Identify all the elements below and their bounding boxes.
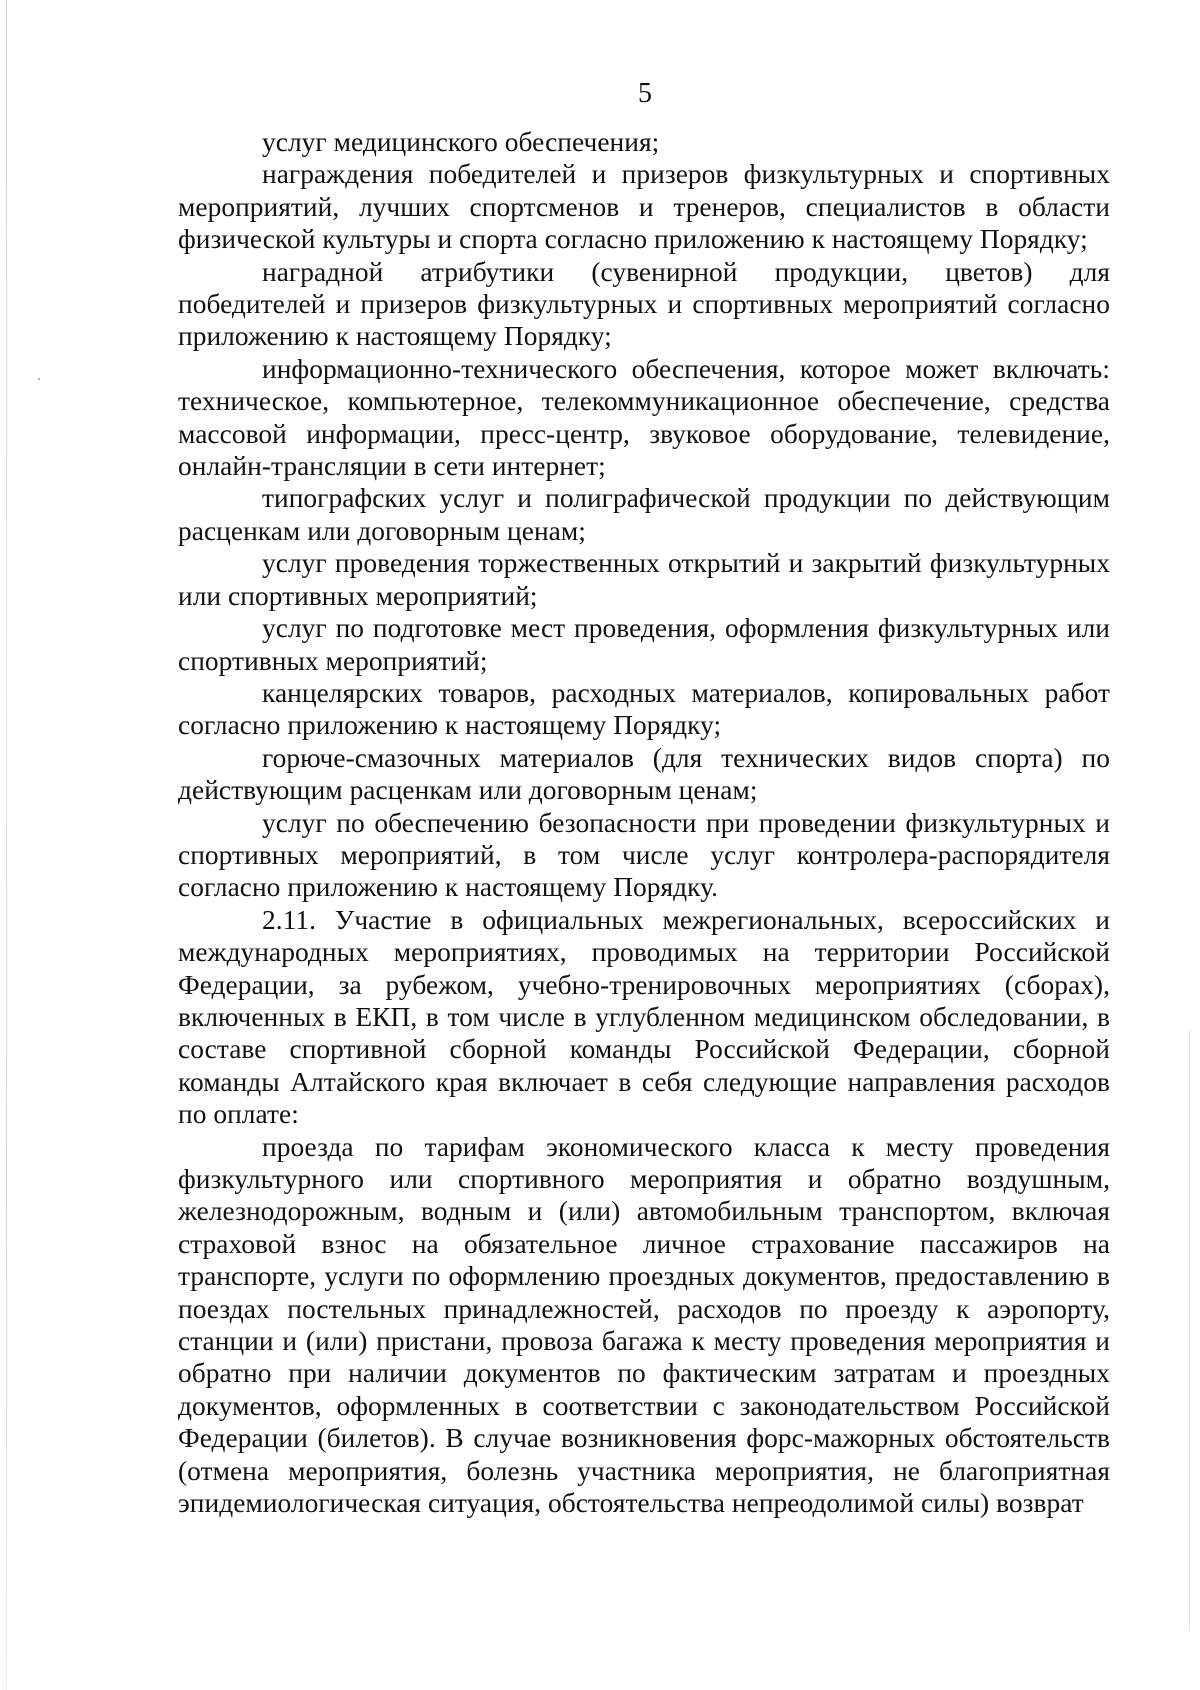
paragraph: услуг медицинского обеспечения; [262,127,660,157]
paragraph: наградной атрибутики (сувенирной продукции, цветов) для победителей и призеров физкультурных и спортивных мероприятий согласно приложению к настоящему Порядку; [178,256,1110,352]
scan-speck [38,378,40,380]
paragraph: награждения победителей и призеров физкультурных и спортивных мероприятий, лучших спортсменов и тренеров, специалистов в области физической культуры и спорта согласно приложению к настоящему Порядку; [178,159,1110,255]
scan-edge-right [1189,1030,1190,1630]
paragraph: 2.11. Участие в официальных межрегиональных, всероссийских и международных мероприятиях, проводимых на территории Российской Федерации, за рубежом, учебно-тренировочных мероприятиях (сборах), включенных в ЕКП, в том числе в углубленном медицинском обследовании, в составе спортивной сборной команды Российской Федерации, сборной команды Алтайского края включает в себя следующие направления расходов по оплате: [178,904,1110,1130]
page-number: 5 [638,78,652,109]
scan-edge-left [6,0,7,1690]
paragraph: услуг по подготовке мест проведения, оформления физкультурных или спортивных мероприятий; [178,613,1110,676]
paragraph: горюче-смазочных материалов (для технических видов спорта) по действующим расценкам или договорным ценам; [178,742,1110,806]
paragraph: информационно-технического обеспечения, которое может включать: техническое, компьютерное, телекоммуникационное обеспечение, средства массовой информации, пресс-центр, звуковое оборудование, телевидение, онлайн-трансляции в сети интернет; [178,353,1110,482]
paragraph: услуг по обеспечению безопасности при проведении физкультурных и спортивных мероприятий, в том числе услуг контролера-распорядителя согласно приложению к настоящему Порядку. [178,807,1110,903]
paragraph: услуг проведения торжественных открытий и закрытий физкультурных или спортивных мероприятий; [178,548,1110,611]
body-text [178,126,1110,1519]
paragraph: проезда по тарифам экономического класса к месту проведения физкультурного или спортивного мероприятия и обратно воздушным, железнодорожным, водным и (или) автомобильным транспортом, включая страховой взнос на обязательное личное страхование пассажиров на транспорте, услуги по оформлению проездных документов, предоставлению в поездах постельных принадлежностей, расходов по проезду к аэропорту, станции и (или) пристани, провоза багажа к месту проведения мероприятия и обратно при наличии документов по фактическим затратам и проездных документов, оформленных в соответствии с законодательством Российской Федерации (билетов). В случае возникновения форс-мажорных обстоятельств (отмена мероприятия, болезнь участника мероприятия, не благоприятная эпидемиологическая ситуация, обстоятельства непреодолимой силы) возврат [178,1131,1110,1519]
paragraph: типографских услуг и полиграфической продукции по действующим расценкам или договорным ценам; [178,483,1110,546]
paragraph: канцелярских товаров, расходных материалов, копировальных работ согласно приложению к настоящему Порядку; [178,677,1110,741]
